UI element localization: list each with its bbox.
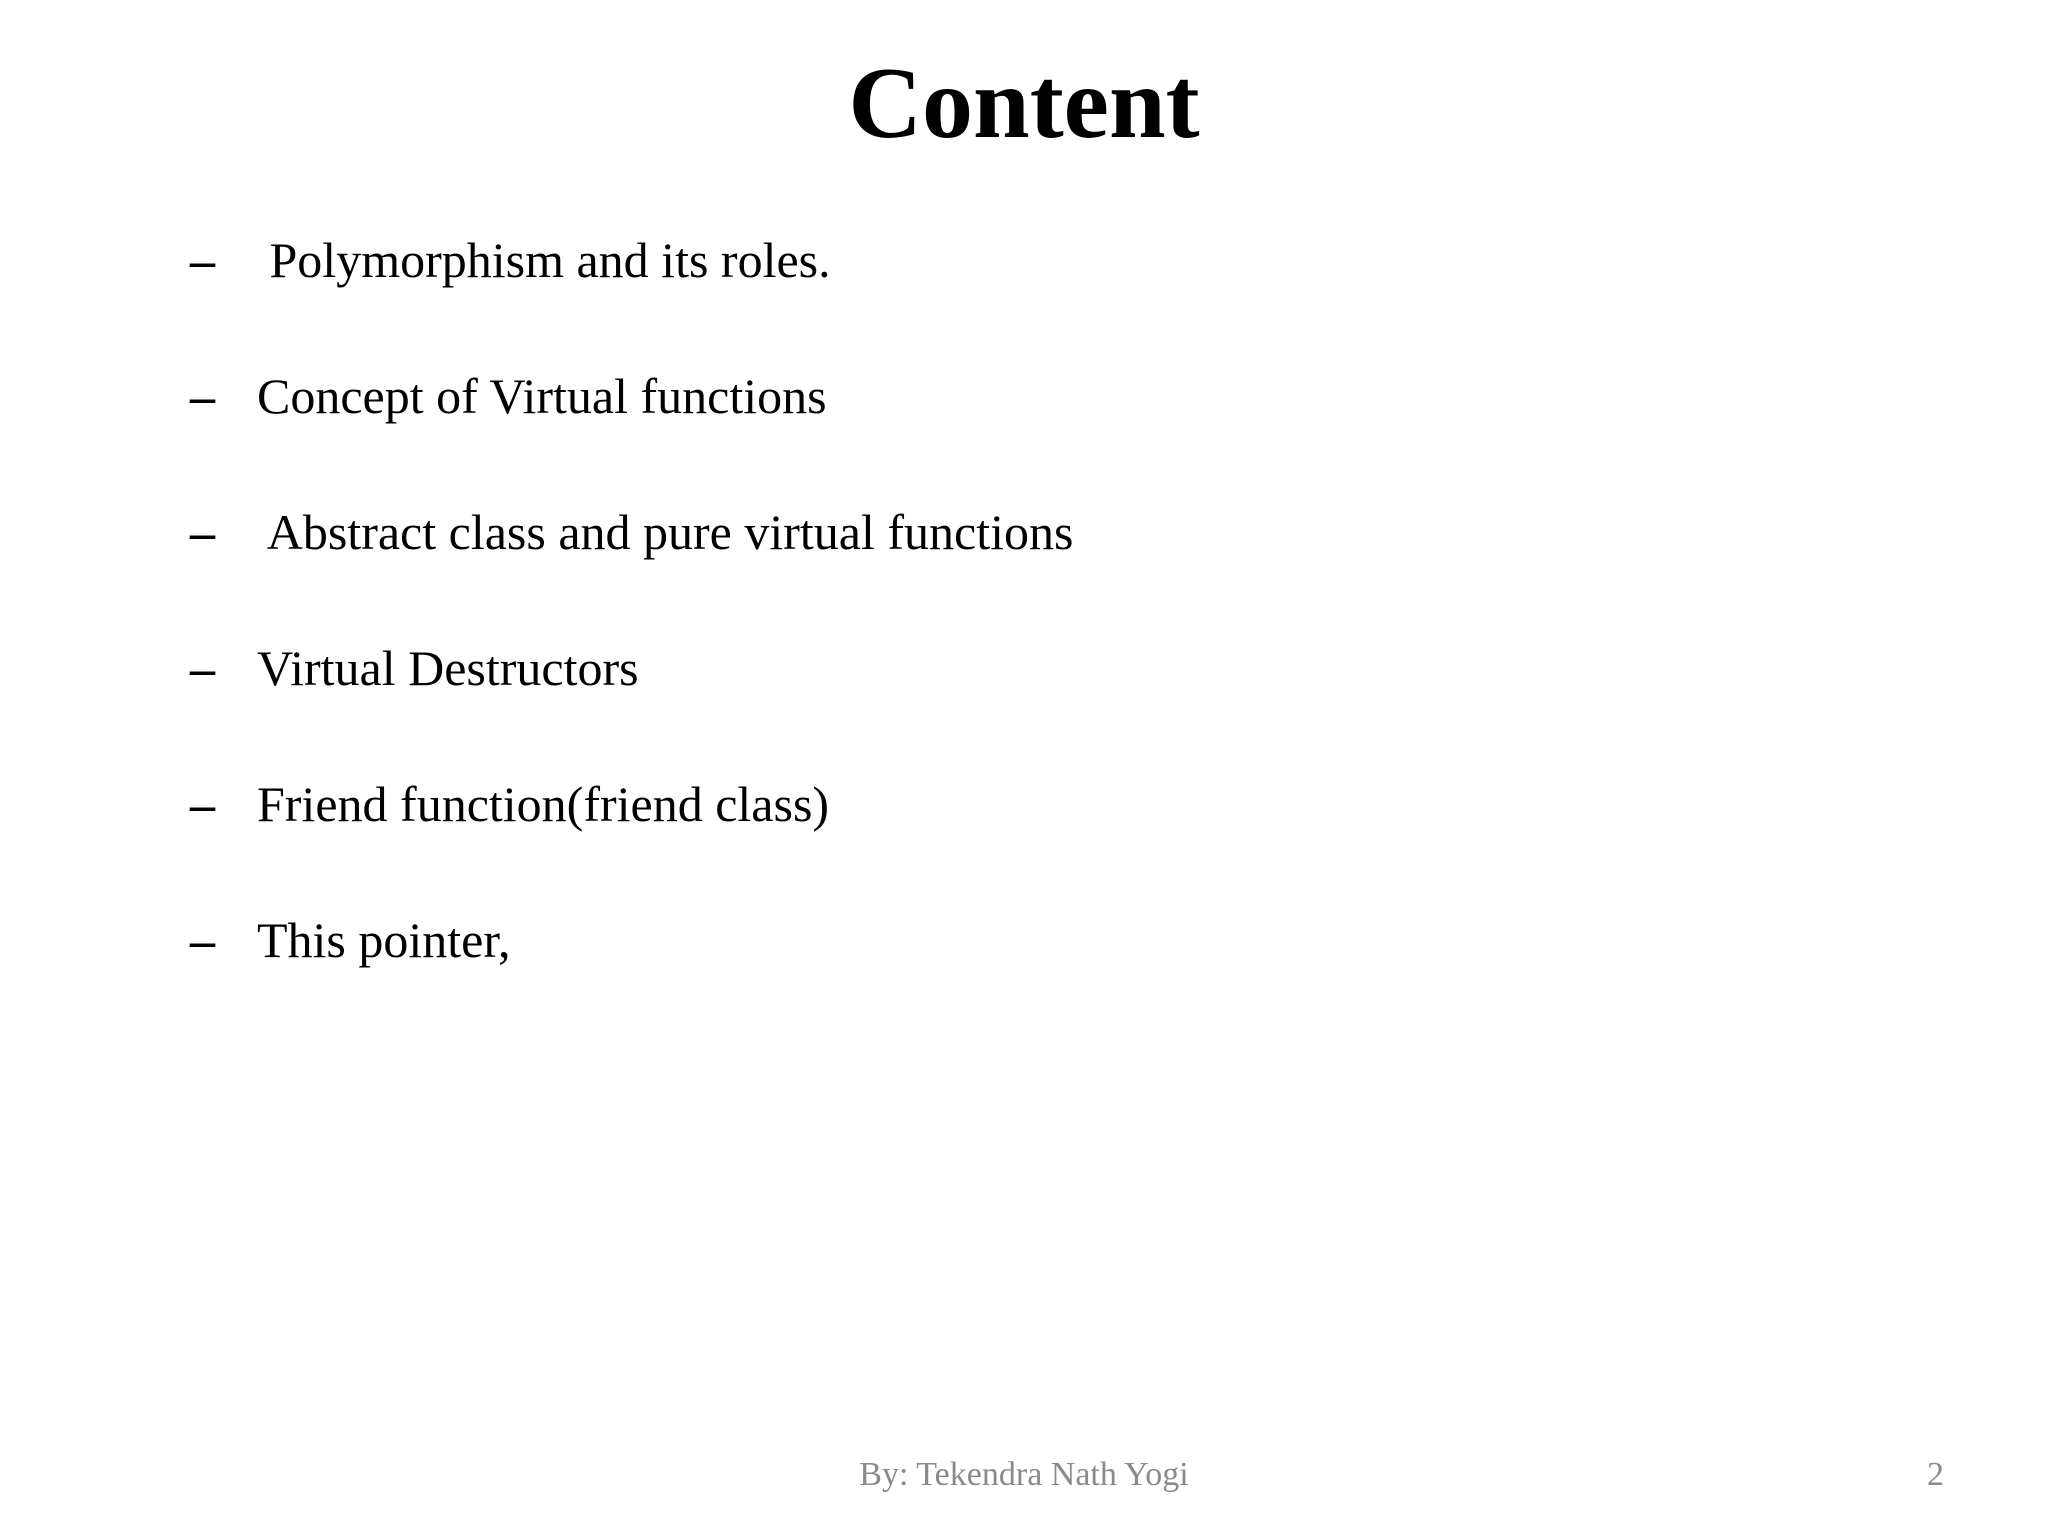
list-item-text: Abstract class and pure virtual functions xyxy=(257,504,1074,560)
dash-bullet: – xyxy=(190,232,215,288)
dash-bullet: – xyxy=(190,368,215,424)
list-item-text: Polymorphism and its roles. xyxy=(257,232,831,288)
page-number: 2 xyxy=(1927,1456,1944,1493)
list-item-text: This pointer, xyxy=(257,912,511,968)
list-item-text: Concept of Virtual functions xyxy=(257,368,827,424)
dash-bullet: – xyxy=(190,776,215,832)
dash-bullet: – xyxy=(190,912,215,968)
slide-title: Content xyxy=(848,47,1200,160)
list-item-text: Friend function(friend class) xyxy=(257,776,830,832)
dash-bullet: – xyxy=(190,640,215,696)
dash-bullet: – xyxy=(190,504,215,560)
list-item-text: Virtual Destructors xyxy=(257,640,639,696)
footer-author: By: Tekendra Nath Yogi xyxy=(859,1456,1189,1493)
